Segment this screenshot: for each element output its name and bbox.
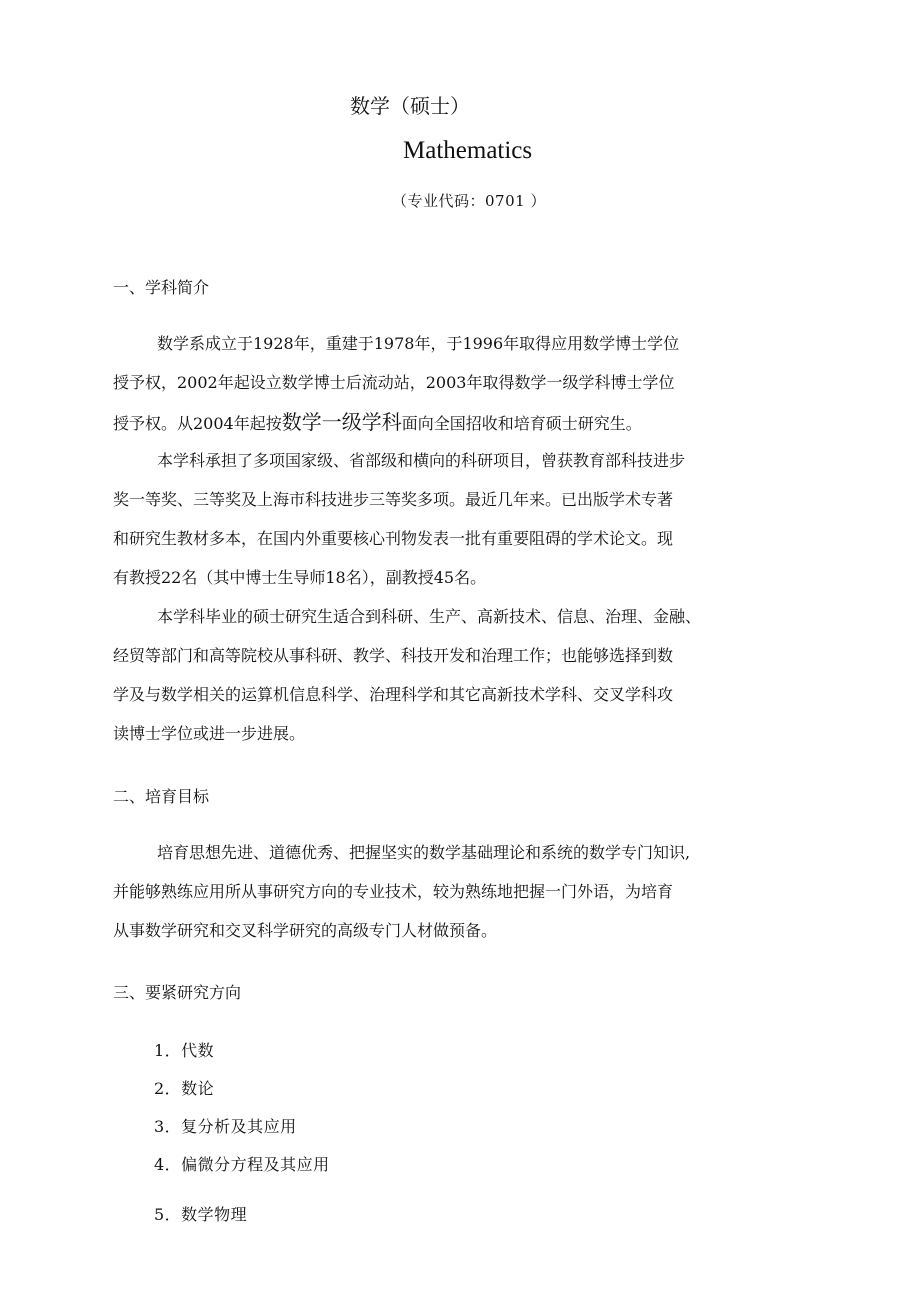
section-heading-directions: 三、要紧研究方向 bbox=[113, 983, 242, 1002]
direction-item: 2．数论 bbox=[154, 1079, 215, 1098]
text-span: 面向全国招收和培育硕士研究生。 bbox=[401, 414, 642, 433]
text-line bbox=[113, 407, 753, 446]
text-line: 奖一等奖、三等奖及上海市科技进步三等奖多项。最近几年来。已出版学术专著 bbox=[113, 490, 674, 509]
direction-item: 5．数学物理 bbox=[154, 1205, 248, 1224]
intro-paragraph-1 bbox=[113, 329, 753, 446]
goals-paragraph bbox=[113, 838, 753, 955]
major-code: （专业代码：0701 ） bbox=[392, 192, 546, 210]
direction-item: 3．复分析及其应用 bbox=[154, 1117, 297, 1136]
emphasis-text: 数学一级学科 bbox=[281, 410, 402, 434]
intro-paragraph-3 bbox=[113, 602, 753, 758]
page-title: 数学（硕士） bbox=[350, 94, 470, 118]
intro-paragraph-2 bbox=[113, 446, 753, 602]
text-line: 数学系成立于1928年，重建于1978年，于1996年取得应用数学博士学位 bbox=[157, 334, 680, 353]
section-heading-intro: 一、学科简介 bbox=[113, 278, 210, 297]
text-line: 有教授22名（其中博士生导师18名），副教授45名。 bbox=[113, 568, 487, 587]
page-subtitle-english: Mathematics bbox=[403, 137, 533, 164]
text-line: 从事数学研究和交叉科学研究的高级专门人材做预备。 bbox=[113, 921, 498, 940]
text-line: 授予权，2002年起设立数学博士后流动站，2003年取得数学一级学科博士学位 bbox=[113, 373, 675, 392]
text-line: 经贸等部门和高等院校从事科研、教学、科技开发和治理工作；也能够选择到数 bbox=[113, 646, 674, 665]
text-line: 读博士学位或进一步进展。 bbox=[113, 724, 306, 743]
text-line: 和研究生教材多本，在国内外重要核心刊物发表一批有重要阻碍的学术论文。现 bbox=[113, 529, 674, 548]
direction-item: 1．代数 bbox=[154, 1041, 215, 1060]
text-line: 培育思想先进、道德优秀、把握坚实的数学基础理论和系统的数学专门知识, bbox=[157, 843, 691, 862]
text-span: 授予权。从2004年起按 bbox=[113, 414, 282, 433]
text-line: 并能够熟练应用所从事研究方向的专业技术，较为熟练地把握一门外语，为培育 bbox=[113, 882, 674, 901]
direction-item: 4．偏微分方程及其应用 bbox=[154, 1155, 330, 1174]
text-line: 学及与数学相关的运算机信息科学、治理科学和其它高新技术学科、交叉学科攻 bbox=[113, 685, 674, 704]
text-line: 本学科毕业的硕士研究生适合到科研、生产、高新技术、信息、治理、金融、 bbox=[157, 607, 702, 626]
text-line: 本学科承担了多项国家级、省部级和横向的科研项目，曾获教育部科技进步 bbox=[157, 451, 686, 470]
section-heading-goals: 二、培育目标 bbox=[113, 787, 210, 806]
